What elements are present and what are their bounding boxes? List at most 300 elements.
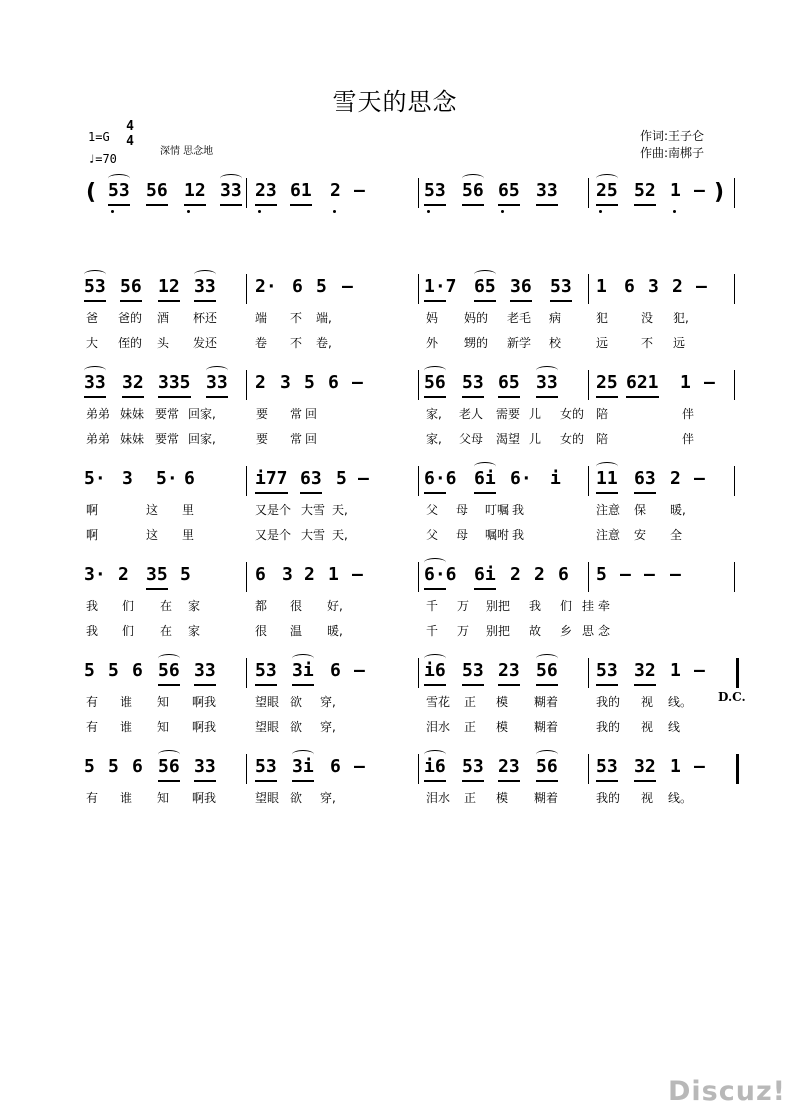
note: – — [352, 564, 363, 585]
lyric-verse-2: 们 — [122, 624, 135, 638]
lyric-verse-1: 常 — [290, 407, 303, 421]
lyric-verse-1: 模 — [496, 695, 509, 709]
note: 35 — [146, 564, 168, 585]
note: 2 — [510, 564, 521, 585]
slur-arc — [596, 174, 618, 183]
lyric-verse-2: 万 — [457, 624, 470, 638]
lyric-verse-2: 在 — [160, 624, 173, 638]
slur-arc — [536, 366, 558, 375]
lyric-verse-1: 泪水 — [426, 791, 451, 805]
note: – — [694, 468, 705, 489]
lyric-verse-2: 暖, — [327, 624, 343, 638]
lyric-verse-1: 穿, — [320, 695, 336, 709]
lyric-verse-1: 暖, — [670, 503, 686, 517]
note: 3 — [122, 468, 133, 489]
bar-line — [588, 754, 589, 784]
lyric-verse-1: 妹妹 — [120, 407, 145, 421]
lyric-verse-1: 好, — [327, 599, 343, 613]
note: 56 — [120, 276, 142, 297]
note: 61 — [290, 180, 312, 201]
underline-beam — [194, 684, 216, 686]
lyric-verse-2: 乡 — [560, 624, 573, 638]
lyric-verse-1: 有 — [86, 791, 99, 805]
lyric-verse-1: 模 — [496, 791, 509, 805]
lyric-verse-2: 里 — [182, 528, 195, 542]
lyric-verse-1: 视 — [641, 791, 654, 805]
bar-line — [246, 370, 247, 400]
bar-line — [418, 274, 419, 304]
lyric-verse-2: 视 — [641, 720, 654, 734]
lyric-verse-1: 我的 — [596, 791, 621, 805]
underline-beam — [122, 396, 144, 398]
lyric-verse-1: 都 — [255, 599, 268, 613]
underline-beam — [424, 684, 446, 686]
slur-arc — [462, 174, 484, 183]
lyric-verse-1: 欲 — [290, 791, 303, 805]
bar-line — [246, 466, 247, 496]
note: 6 — [184, 468, 195, 489]
lyric-verse-1: 没 — [641, 311, 654, 325]
underline-beam — [424, 780, 446, 782]
octave-dot-below — [333, 210, 336, 213]
lyric-verse-2: 儿 — [529, 432, 542, 446]
note: 56 — [424, 372, 446, 393]
lyric-verse-2: 天, — [332, 528, 348, 542]
note: i6 — [424, 756, 446, 777]
underline-beam — [596, 780, 618, 782]
lyric-verse-1: 谁 — [120, 791, 133, 805]
note: 25 — [596, 372, 618, 393]
bar-line — [418, 178, 419, 208]
note: 3i — [292, 660, 314, 681]
slur-arc — [536, 654, 558, 663]
lyric-verse-2: 大雪 — [301, 528, 326, 542]
slur-arc — [292, 750, 314, 759]
bar-line — [246, 562, 247, 592]
lyric-verse-2: 外 — [426, 336, 439, 350]
note: 25 — [596, 180, 618, 201]
lyric-verse-1: 老人 — [459, 407, 484, 421]
note: 6 — [558, 564, 569, 585]
note: 5 — [84, 660, 95, 681]
note: 33 — [194, 756, 216, 777]
watermark-logo: Discuz! — [668, 1076, 786, 1107]
lyric-verse-1: 有 — [86, 695, 99, 709]
note: 1·7 — [424, 276, 457, 297]
lyric-verse-2: 思 — [582, 624, 595, 638]
lyric-verse-2: 卷 — [255, 336, 268, 350]
lyric-verse-1: 线。 — [668, 791, 693, 805]
open-parenthesis: ( — [86, 180, 97, 205]
note: 2 — [330, 180, 341, 201]
lyric-verse-2: 安 — [634, 528, 647, 542]
time-signature-bottom: 4 — [126, 134, 134, 149]
note: 52 — [634, 180, 656, 201]
da-capo-marking: D.C. — [718, 690, 746, 704]
lyric-verse-2: 侄的 — [118, 336, 143, 350]
bar-line — [418, 562, 419, 592]
note: 33 — [206, 372, 228, 393]
underline-beam — [84, 396, 106, 398]
note: 2 — [670, 468, 681, 489]
lyric-verse-1: 望眼 — [255, 695, 280, 709]
lyric-verse-1: 糊着 — [534, 791, 559, 805]
note: i6 — [424, 660, 446, 681]
note: 5 — [108, 756, 119, 777]
lyric-verse-1: 线。 — [668, 695, 693, 709]
lyric-verse-1: 千 — [426, 599, 439, 613]
lyric-verse-2: 欲 — [290, 720, 303, 734]
lyric-verse-1: 爸 — [86, 311, 99, 325]
lyric-verse-1: 里 — [182, 503, 195, 517]
underline-beam — [158, 684, 180, 686]
note: 1 — [670, 660, 681, 681]
note: 56 — [536, 660, 558, 681]
underline-beam — [108, 204, 130, 206]
note: 53 — [255, 756, 277, 777]
lyric-verse-2: 很 — [255, 624, 268, 638]
lyric-verse-1: 我的 — [596, 695, 621, 709]
lyric-verse-2: 糊着 — [534, 720, 559, 734]
underline-beam — [158, 780, 180, 782]
underline-beam — [536, 684, 558, 686]
lyric-verse-2: 发还 — [193, 336, 218, 350]
note: – — [670, 564, 681, 585]
lyric-verse-1: 不 — [290, 311, 303, 325]
lyric-verse-1: 注意 — [596, 503, 621, 517]
lyric-verse-1: 们 — [122, 599, 135, 613]
lyric-verse-1: 们 — [560, 599, 573, 613]
lyric-verse-2: 回 — [305, 432, 318, 446]
lyric-verse-2: 不 — [641, 336, 654, 350]
bar-line — [588, 658, 589, 688]
slur-arc — [206, 366, 228, 375]
underline-beam — [290, 204, 312, 206]
lyric-verse-1: 很 — [290, 599, 303, 613]
lyric-verse-2: 有 — [86, 720, 99, 734]
lyric-verse-1: 老毛 — [507, 311, 532, 325]
note: 5 — [304, 372, 315, 393]
note: 6 — [330, 756, 341, 777]
lyric-verse-1: 啊 — [86, 503, 99, 517]
underline-beam — [498, 780, 520, 782]
lyric-verse-1: 儿 — [529, 407, 542, 421]
underline-beam — [206, 396, 228, 398]
note: 53 — [596, 660, 618, 681]
note: 6 — [330, 660, 341, 681]
slur-arc — [84, 270, 106, 279]
note: 53 — [108, 180, 130, 201]
lyric-verse-2: 我 — [86, 624, 99, 638]
note: 5· — [84, 468, 106, 489]
lyric-verse-2: 陪 — [596, 432, 609, 446]
lyric-verse-2: 父 — [426, 528, 439, 542]
note: 33 — [220, 180, 242, 201]
note: 2 — [534, 564, 545, 585]
lyric-verse-2: 父母 — [459, 432, 484, 446]
note: 1 — [670, 756, 681, 777]
note: 5· — [156, 468, 178, 489]
note: 56 — [146, 180, 168, 201]
lyric-verse-2: 我的 — [596, 720, 621, 734]
lyric-verse-1: 知 — [157, 695, 170, 709]
underline-beam — [596, 204, 618, 206]
note: 56 — [158, 756, 180, 777]
underline-beam — [146, 588, 168, 590]
lyric-verse-1: 牵 — [598, 599, 611, 613]
lyric-verse-1: 啊我 — [192, 791, 217, 805]
slur-arc — [158, 654, 180, 663]
lyric-verse-2: 望眼 — [255, 720, 280, 734]
slur-arc — [84, 366, 106, 375]
bar-line — [418, 658, 419, 688]
bar-line — [418, 754, 419, 784]
lyric-verse-1: 酒 — [157, 311, 170, 325]
underline-beam — [220, 204, 242, 206]
note: 53 — [255, 660, 277, 681]
lyric-verse-2: 啊 — [86, 528, 99, 542]
lyric-verse-2: 啊我 — [192, 720, 217, 734]
lyric-verse-1: 视 — [641, 695, 654, 709]
note: 6 — [132, 756, 143, 777]
underline-beam — [536, 396, 558, 398]
note: 3 — [648, 276, 659, 297]
lyric-verse-2: 妹妹 — [120, 432, 145, 446]
note: – — [342, 276, 353, 297]
lyric-verse-1: 在 — [160, 599, 173, 613]
underline-beam — [194, 300, 216, 302]
lyric-verse-1: 知 — [157, 791, 170, 805]
lyric-verse-1: 穿, — [320, 791, 336, 805]
note: 65 — [498, 372, 520, 393]
bar-line — [588, 178, 589, 208]
note: 6· — [510, 468, 532, 489]
lyric-verse-1: 妈的 — [464, 311, 489, 325]
note: 5 — [84, 756, 95, 777]
composer: 作曲:南梆子 — [640, 146, 705, 160]
lyric-verse-1: 又是个 — [255, 503, 292, 517]
octave-dot-below — [111, 210, 114, 213]
note: 5 — [108, 660, 119, 681]
underline-beam — [596, 396, 618, 398]
lyric-verse-2: 大 — [86, 336, 99, 350]
underline-beam — [498, 396, 520, 398]
bar-line — [588, 370, 589, 400]
underline-beam — [596, 684, 618, 686]
lyric-verse-2: 泪水 — [426, 720, 451, 734]
bar-line — [246, 658, 247, 688]
lyric-verse-2: 要 — [256, 432, 269, 446]
note: – — [694, 660, 705, 681]
time-signature-top: 4 — [126, 119, 134, 134]
lyric-verse-1: 病 — [549, 311, 562, 325]
octave-dot-below — [258, 210, 261, 213]
note: 5 — [316, 276, 327, 297]
underline-beam — [184, 204, 206, 206]
slur-arc — [596, 462, 618, 471]
note: 53 — [462, 756, 484, 777]
lyric-verse-1: 端 — [255, 311, 268, 325]
lyric-verse-1: 要 — [256, 407, 269, 421]
note: 23 — [498, 756, 520, 777]
lyric-verse-1: 爸的 — [118, 311, 143, 325]
underline-beam — [536, 204, 558, 206]
lyric-verse-2: 穿, — [320, 720, 336, 734]
lyric-verse-2: 远 — [673, 336, 686, 350]
lyric-verse-2: 温 — [290, 624, 303, 638]
lyric-verse-1: 大雪 — [301, 503, 326, 517]
underline-beam — [292, 684, 314, 686]
underline-beam — [474, 300, 496, 302]
note: 2 — [255, 372, 266, 393]
underline-beam — [462, 204, 484, 206]
underline-beam — [462, 684, 484, 686]
note: 33 — [536, 372, 558, 393]
lyric-verse-1: 保 — [634, 503, 647, 517]
octave-dot-below — [599, 210, 602, 213]
note: 2 — [672, 276, 683, 297]
underline-beam — [596, 492, 618, 494]
lyric-verse-1: 犯 — [596, 311, 609, 325]
lyric-verse-2: 远 — [596, 336, 609, 350]
lyric-verse-1: 弟弟 — [86, 407, 111, 421]
underline-beam — [255, 204, 277, 206]
note: 56 — [536, 756, 558, 777]
underline-beam — [194, 780, 216, 782]
note: – — [704, 372, 715, 393]
note: – — [694, 180, 705, 201]
lyric-verse-1: 犯, — [673, 311, 689, 325]
lyric-verse-1: 糊着 — [534, 695, 559, 709]
lyric-verse-2: 常 — [290, 432, 303, 446]
lyric-verse-2: 别把 — [486, 624, 511, 638]
underline-beam — [536, 780, 558, 782]
underline-beam — [634, 204, 656, 206]
underline-beam — [424, 300, 446, 302]
underline-beam — [498, 204, 520, 206]
close-parenthesis: ) — [714, 180, 725, 205]
song-title: 雪天的思念 — [332, 88, 458, 116]
underline-beam — [255, 492, 288, 494]
note: 33 — [194, 660, 216, 681]
bar-line — [734, 178, 735, 208]
lyric-verse-1: 回家, — [188, 407, 216, 421]
note: 1 — [680, 372, 691, 393]
bar-line — [418, 466, 419, 496]
bar-line — [588, 466, 589, 496]
lyric-verse-1: 女的 — [560, 407, 585, 421]
note: 56 — [462, 180, 484, 201]
note: 6·6 — [424, 468, 457, 489]
note: – — [354, 180, 365, 201]
underline-beam — [255, 684, 277, 686]
lyric-verse-2: 不 — [290, 336, 303, 350]
note: – — [354, 660, 365, 681]
lyric-verse-2: 又是个 — [255, 528, 292, 542]
lyric-verse-1: 伴 — [682, 407, 695, 421]
slur-arc — [220, 174, 242, 183]
underline-beam — [255, 780, 277, 782]
note: 53 — [550, 276, 572, 297]
lyric-verse-1: 家, — [426, 407, 442, 421]
note: 6 — [328, 372, 339, 393]
note: 63 — [300, 468, 322, 489]
note: – — [694, 756, 705, 777]
lyric-verse-1: 回 — [305, 407, 318, 421]
note: – — [354, 756, 365, 777]
lyric-verse-2: 家 — [188, 624, 201, 638]
underline-beam — [634, 780, 656, 782]
note: 36 — [510, 276, 532, 297]
underline-beam — [626, 396, 659, 398]
underline-beam — [634, 684, 656, 686]
note: 5 — [596, 564, 607, 585]
note: 5 — [336, 468, 347, 489]
note: 1 — [670, 180, 681, 201]
underline-beam — [498, 684, 520, 686]
lyric-verse-2: 甥的 — [464, 336, 489, 350]
note: – — [644, 564, 655, 585]
lyric-verse-1: 望眼 — [255, 791, 280, 805]
underline-beam — [424, 492, 446, 494]
lyric-verse-2: 头 — [157, 336, 170, 350]
note: 2· — [255, 276, 277, 297]
note: 65 — [474, 276, 496, 297]
octave-dot-below — [187, 210, 190, 213]
lyric-verse-1: 雪花 — [426, 695, 451, 709]
lyric-verse-2: 家, — [426, 432, 442, 446]
note: 53 — [424, 180, 446, 201]
underline-beam — [550, 300, 572, 302]
octave-dot-below — [673, 210, 676, 213]
underline-beam — [146, 204, 168, 206]
lyric-verse-2: 这 — [146, 528, 159, 542]
note: – — [696, 276, 707, 297]
note: 1 — [596, 276, 607, 297]
bar-line — [418, 370, 419, 400]
underline-beam — [462, 780, 484, 782]
lyric-verse-2: 渴望 — [496, 432, 521, 446]
note: 53 — [462, 660, 484, 681]
lyric-verse-1: 陪 — [596, 407, 609, 421]
slur-arc — [158, 750, 180, 759]
bar-line — [588, 562, 589, 592]
credits — [640, 128, 704, 162]
note: 2 — [304, 564, 315, 585]
lyric-verse-2: 新学 — [507, 336, 532, 350]
note: 3· — [84, 564, 106, 585]
lyric-verse-1: 我 — [529, 599, 542, 613]
underline-beam — [292, 780, 314, 782]
note: 6·6 — [424, 564, 457, 585]
note: 32 — [634, 756, 656, 777]
lyric-verse-1: 要常 — [155, 407, 180, 421]
lyric-verse-1: 杯还 — [193, 311, 218, 325]
lyric-verse-1: 正 — [464, 791, 477, 805]
lyric-verse-2: 念 — [598, 624, 611, 638]
lyric-verse-1: 端, — [316, 311, 332, 325]
lyric-verse-1: 我 — [86, 599, 99, 613]
note: 6 — [292, 276, 303, 297]
note: i — [550, 468, 561, 489]
note: 33 — [84, 372, 106, 393]
lyric-verse-2: 要常 — [155, 432, 180, 446]
lyric-verse-2: 故 — [529, 624, 542, 638]
underline-beam — [474, 492, 496, 494]
lyric-verse-1: 妈 — [426, 311, 439, 325]
note: 6i — [474, 468, 496, 489]
note: 23 — [498, 660, 520, 681]
